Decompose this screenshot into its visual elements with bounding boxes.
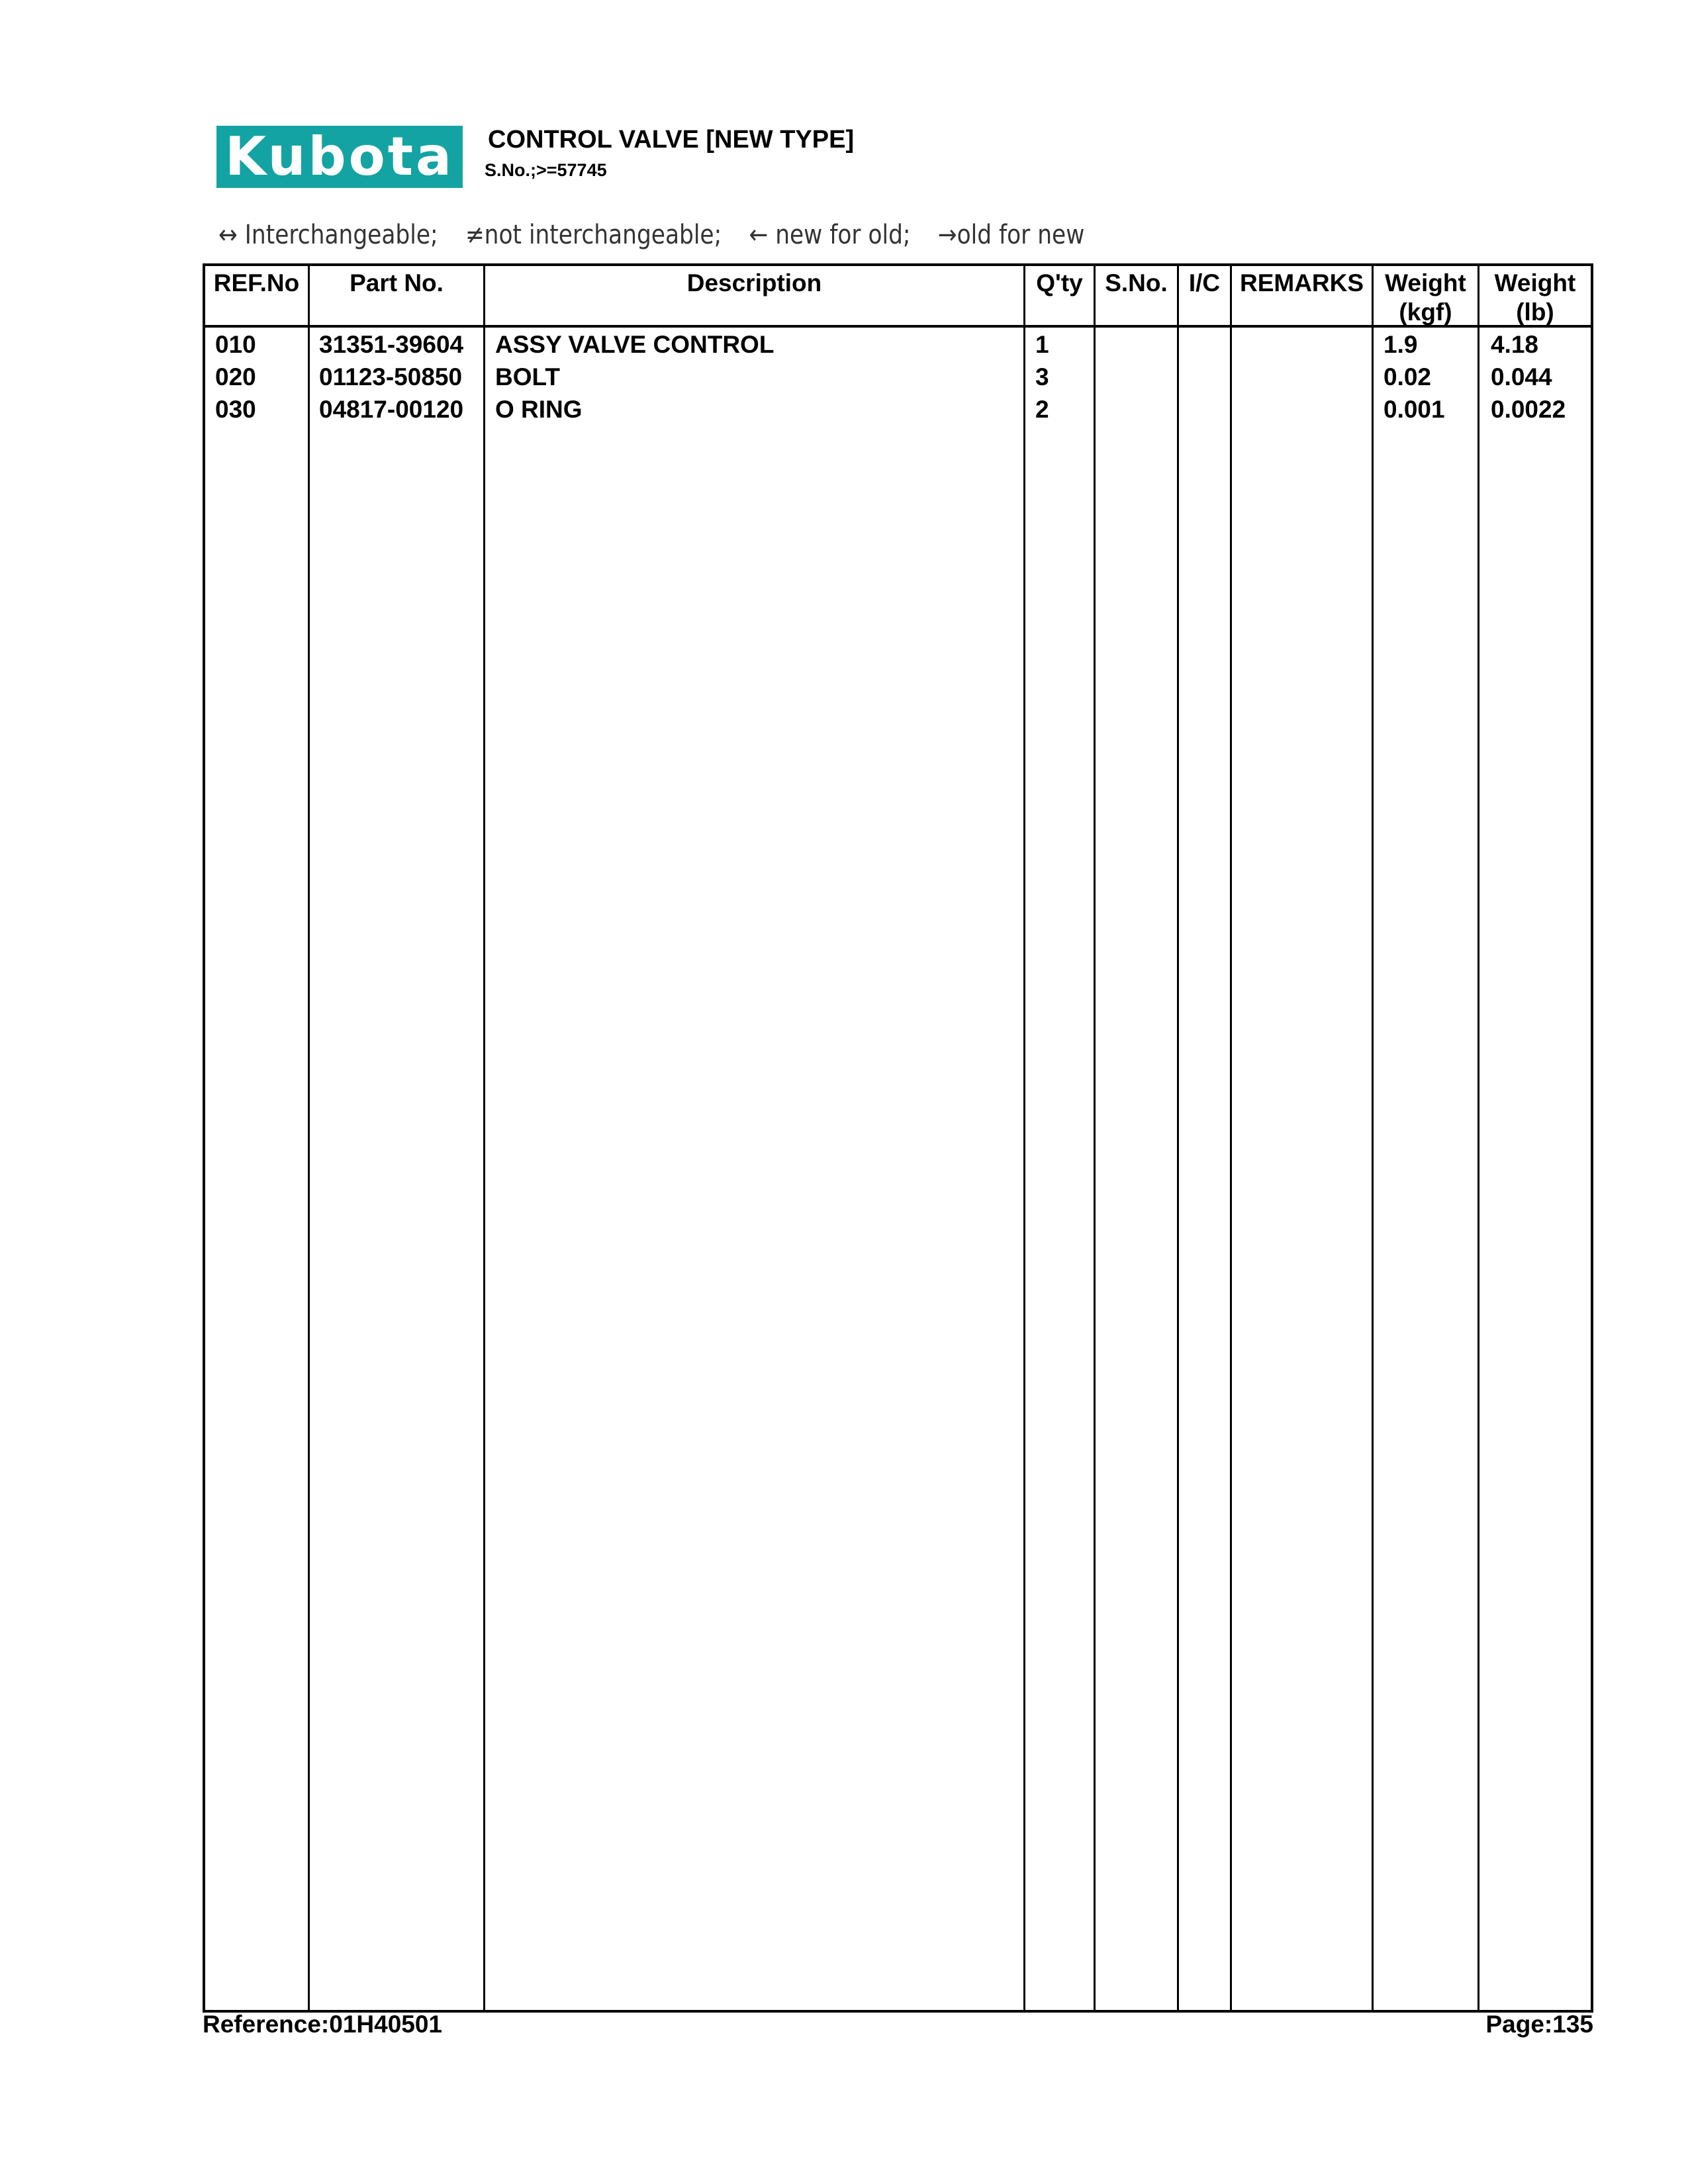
row-ref-no: 030: [215, 396, 256, 423]
row-quantity: 2: [1035, 396, 1049, 423]
parts-table: [203, 263, 1593, 2013]
legend-not-interchangeable: ≠not interchangeable;: [465, 220, 722, 250]
row-weight-lb: 0.044: [1491, 363, 1552, 390]
kubota-logo: [216, 126, 463, 188]
serial-number-range: S.No.;>=57745: [485, 160, 607, 180]
header-weight-lb-line1: Weight: [1494, 269, 1576, 296]
header-serial-no: S.No.: [1105, 269, 1168, 296]
row-weight-kgf: 1.9: [1383, 331, 1418, 358]
column-divider: [1230, 263, 1232, 2013]
legend-interchangeable: ↔ Interchangeable;: [218, 220, 438, 250]
row-ref-no: 020: [215, 363, 256, 390]
header-quantity: Q'ty: [1036, 269, 1083, 296]
interchangeability-legend: [218, 218, 1112, 251]
row-quantity: 3: [1035, 363, 1049, 390]
row-part-no: 31351-39604: [319, 331, 464, 358]
column-divider: [1372, 263, 1374, 2013]
row-description: BOLT: [495, 363, 560, 390]
column-divider: [1023, 263, 1025, 2013]
row-ref-no: 010: [215, 331, 256, 358]
header-weight-kgf: [1374, 269, 1477, 328]
header-part-no: Part No.: [350, 269, 444, 296]
row-weight-kgf: 0.001: [1383, 396, 1445, 423]
logo-text: Kubota: [225, 126, 454, 187]
row-weight-kgf: 0.02: [1383, 363, 1432, 390]
column-divider: [483, 263, 485, 2013]
row-part-no: 04817-00120: [319, 396, 464, 423]
header-weight-kgf-line1: Weight: [1385, 269, 1466, 296]
column-divider: [1477, 263, 1479, 2013]
column-divider: [1094, 263, 1096, 2013]
legend-old-for-new: →old for new: [937, 220, 1085, 250]
row-description: O RING: [495, 396, 583, 423]
header-weight-kgf-line2: (kgf): [1399, 298, 1452, 326]
header-weight-lb-line2: (lb): [1516, 298, 1554, 326]
legend-new-for-old: ← new for old;: [749, 220, 911, 250]
row-part-no: 01123-50850: [319, 363, 463, 390]
row-quantity: 1: [1035, 331, 1049, 358]
row-description: ASSY VALVE CONTROL: [495, 331, 774, 358]
page-number: Page:135: [1485, 2011, 1593, 2038]
page-title: CONTROL VALVE [NEW TYPE]: [488, 126, 855, 154]
row-weight-lb: 4.18: [1491, 331, 1539, 358]
header-remarks: REMARKS: [1239, 269, 1364, 296]
header-weight-lb: [1479, 269, 1591, 328]
row-weight-lb: 0.0022: [1491, 396, 1566, 423]
header-ic: I/C: [1188, 269, 1221, 296]
header-ref-no: REF.No: [213, 269, 300, 296]
header-description: Description: [686, 269, 822, 296]
column-divider: [1177, 263, 1179, 2013]
column-divider: [308, 263, 310, 2013]
reference-code: Reference:01H40501: [203, 2011, 443, 2038]
